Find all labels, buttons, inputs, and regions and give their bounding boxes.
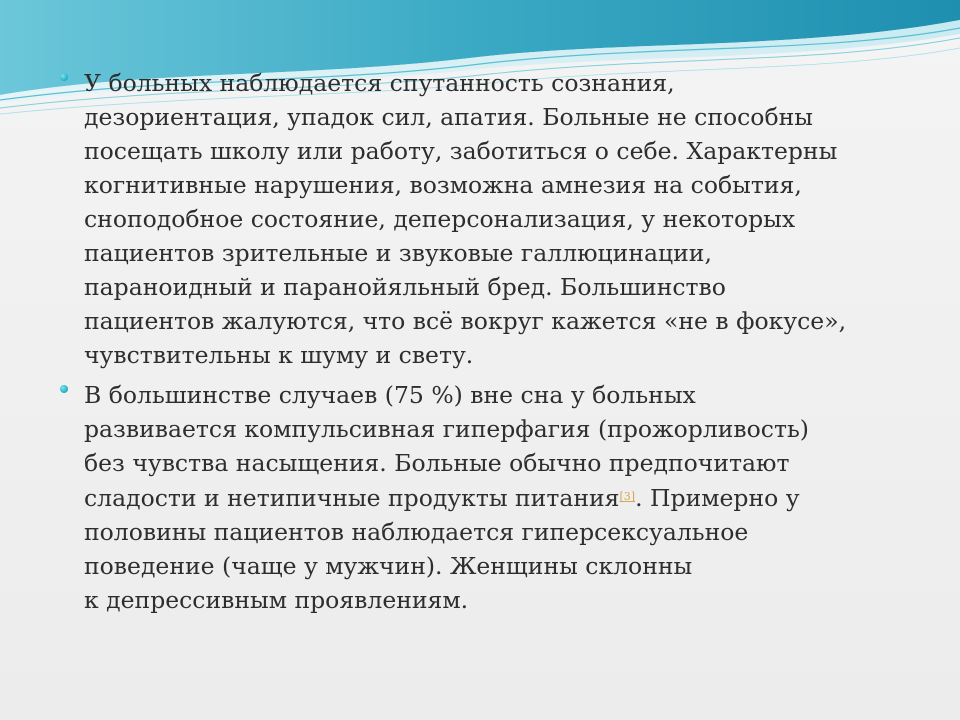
text-line: У больных наблюдается спутанность сознания, (84, 69, 675, 97)
text-line: чувствительны к шуму и свету. (84, 341, 474, 369)
slide-body (60, 66, 920, 623)
bullet-paragraph-1 (60, 66, 920, 372)
bullet-icon (60, 385, 68, 393)
text-line: параноидный и паранойяльный бред. Большинство (84, 273, 726, 301)
reference-link[interactable]: [3] (619, 490, 636, 503)
text-segment: сладости и нетипичные продукты питания (84, 484, 620, 512)
text-line: пациентов зрительные и звуковые галлюцинации, (84, 239, 712, 267)
text-line-with-reference (84, 480, 920, 515)
text-line: без чувства насыщения. Больные обычно предпочитают (84, 449, 790, 477)
text-line: когнитивные нарушения, возможна амнезия на события, (84, 171, 802, 199)
text-line: поведение (чаще у мужчин). Женщины склонны (84, 552, 693, 580)
text-segment: . Примерно у (635, 484, 800, 512)
text-line: дезориентация, упадок сил, апатия. Больные не способны (84, 103, 813, 131)
text-line: посещать школу или работу, заботиться о себе. Характерны (84, 137, 838, 165)
bullet-paragraph-2 (60, 378, 920, 617)
text-line: В большинстве случаев (75 %) вне сна у больных (84, 381, 696, 409)
text-line: развивается компульсивная гиперфагия (прожорливость) (84, 415, 809, 443)
text-line: сноподобное состояние, деперсонализация, у некоторых (84, 205, 796, 233)
bullet-icon (60, 73, 68, 81)
text-line: к депрессивным проявлениям. (84, 586, 469, 614)
text-line: половины пациентов наблюдается гиперсексуальное (84, 518, 749, 546)
text-line: пациентов жалуются, что всё вокруг кажется «не в фокусе», (84, 307, 847, 335)
